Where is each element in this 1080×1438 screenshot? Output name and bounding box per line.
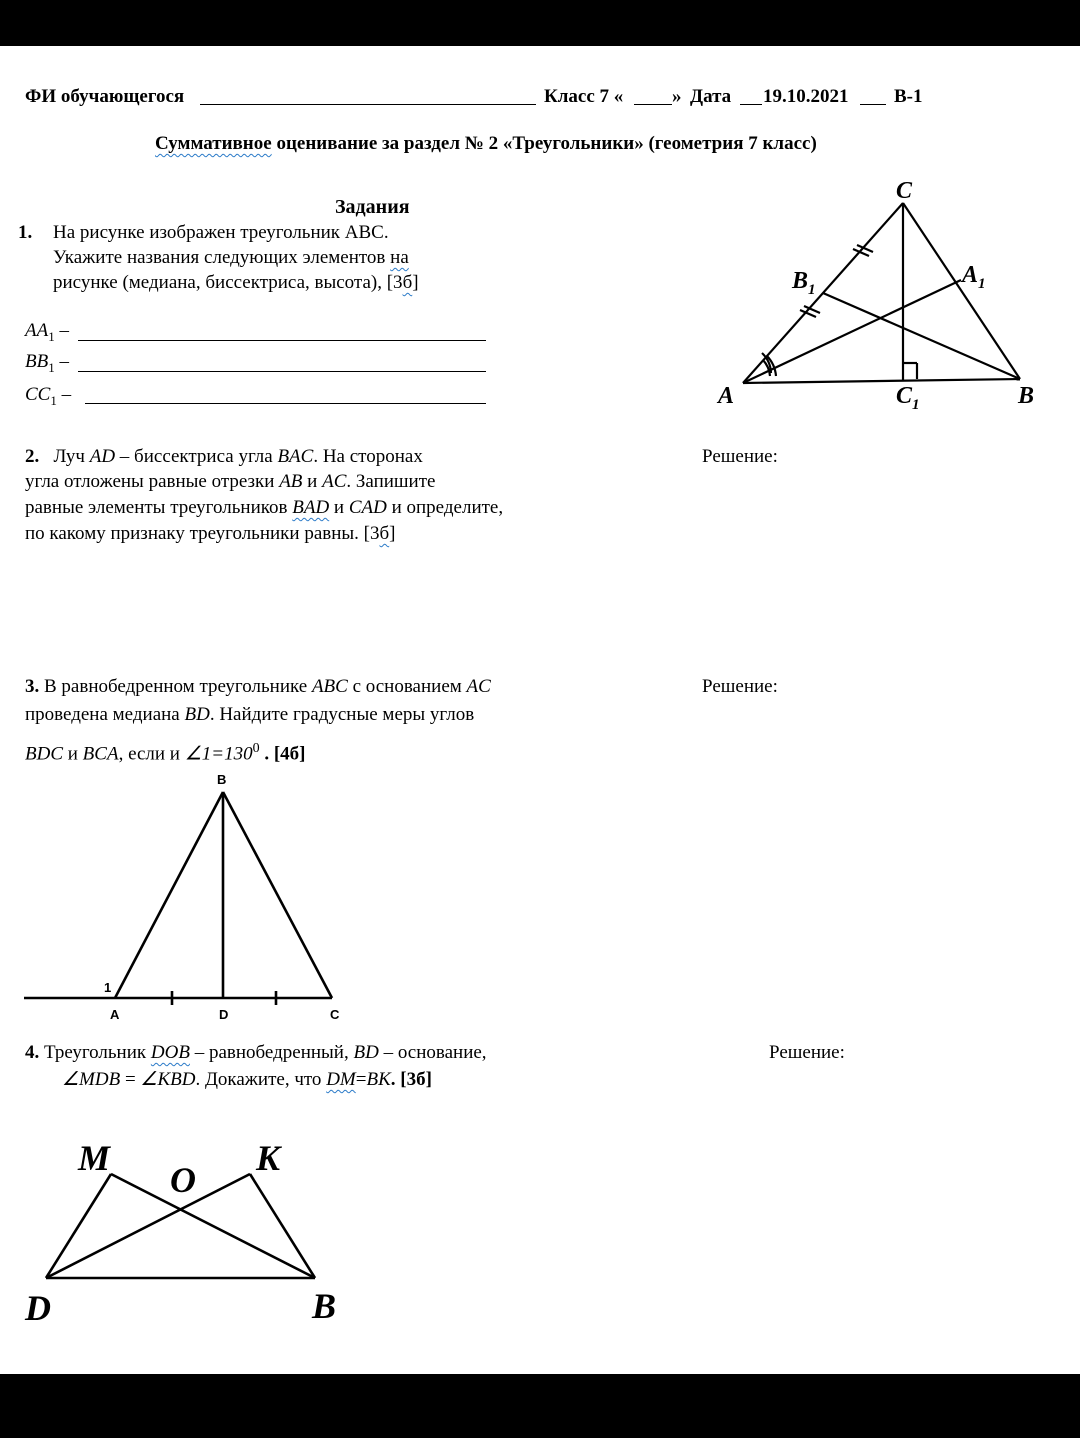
task1-item-bb1: $BB_1$ – xyxy=(25,351,69,375)
student-name-label: ФИ обучающегося xyxy=(25,86,185,107)
triangle-abc-figure xyxy=(700,170,1060,415)
date-field-post xyxy=(860,104,886,105)
student-name-field[interactable] xyxy=(200,104,536,105)
task1-line1: На рисунке изображен треугольник ABC. xyxy=(53,222,389,243)
answer-field-bb1[interactable] xyxy=(78,371,486,372)
label-o: O xyxy=(170,1160,196,1200)
label-d: D xyxy=(25,1288,51,1328)
segment-mb xyxy=(111,1174,315,1278)
label-k: K xyxy=(256,1138,281,1178)
vertex-c-label: C xyxy=(896,178,913,204)
vertex-b1-label: $B_1$ xyxy=(792,268,816,298)
task4-line1: 4. Треугольник DOB – равнобедренный, BD – основание, xyxy=(25,1042,487,1063)
vertex-a1-label: $A_1$ xyxy=(962,262,986,292)
label-c: C xyxy=(330,1007,340,1022)
label-b: B xyxy=(312,1286,337,1326)
label-d: D xyxy=(219,1007,229,1022)
label-b: B xyxy=(217,772,227,787)
date-field-pre xyxy=(740,104,762,105)
bisector-aa1 xyxy=(743,280,961,383)
label-a: A xyxy=(110,1007,120,1022)
page-title: Суммативное оценивание за раздел № 2 «Треугольники» (геометрия 7 класс) xyxy=(155,133,817,154)
task3-solution-label: Решение: xyxy=(702,676,778,697)
task2-solution-label: Решение: xyxy=(702,446,778,467)
label-angle-1: 1 xyxy=(104,980,112,995)
class-label: Класс 7 « xyxy=(544,86,624,107)
task2-line1: 2. Луч AD – биссектриса угла BAC. На сторонах xyxy=(25,446,423,467)
task2-line3: равные элементы треугольников BAD и CAD и определите, xyxy=(25,497,504,518)
task3-line2: проведена медиана BD. Найдите градусные меры углов xyxy=(25,704,475,725)
task3-line3: BDC и BCA, если и $\angle 1=130^0$ . [4б] xyxy=(25,741,306,765)
label-m: M xyxy=(78,1138,111,1178)
task2-line4: по какому признаку треугольники равны. [3б] xyxy=(25,523,396,544)
class-close: » xyxy=(672,86,682,107)
date-value: 19.10.2021 xyxy=(763,86,849,107)
task4-line2: ∠MDB = ∠KBD. Докажите, что DM=BK. [3б] xyxy=(62,1069,432,1090)
task1-line3: рисунке (медиана, биссектриса, высота), [3б] xyxy=(53,272,419,293)
answer-field-aa1[interactable] xyxy=(78,340,486,341)
tasks-heading: Задания xyxy=(335,196,410,218)
answer-field-cc1[interactable] xyxy=(85,403,486,404)
isosceles-triangle-figure xyxy=(20,770,360,1025)
variant-label: В-1 xyxy=(894,86,923,107)
task1-item-aa1: $AA_1$ – xyxy=(25,320,69,344)
date-label: Дата xyxy=(690,86,732,107)
side-ab xyxy=(115,792,223,998)
mdkb-figure xyxy=(20,1130,350,1330)
vertex-c1-label: $C_1$ xyxy=(896,383,920,413)
vertex-a-label: A xyxy=(718,383,735,409)
task4-solution-label: Решение: xyxy=(769,1042,845,1063)
vertex-b-label: B xyxy=(1018,383,1035,409)
task1-line2: Укажите названия следующих элементов на xyxy=(53,247,409,268)
side-bc xyxy=(223,792,332,998)
segment-dk xyxy=(46,1174,250,1278)
task2-line2: угла отложены равные отрезки AB и AC. Запишите xyxy=(25,471,436,492)
side-ab xyxy=(743,379,1020,383)
task1-item-cc1: $CC_1$ – xyxy=(25,384,72,408)
task3-line1: 3. В равнобедренном треугольнике ABC с основанием AC xyxy=(25,676,491,697)
task1-number: 1. xyxy=(18,222,33,243)
class-field[interactable] xyxy=(634,104,672,105)
